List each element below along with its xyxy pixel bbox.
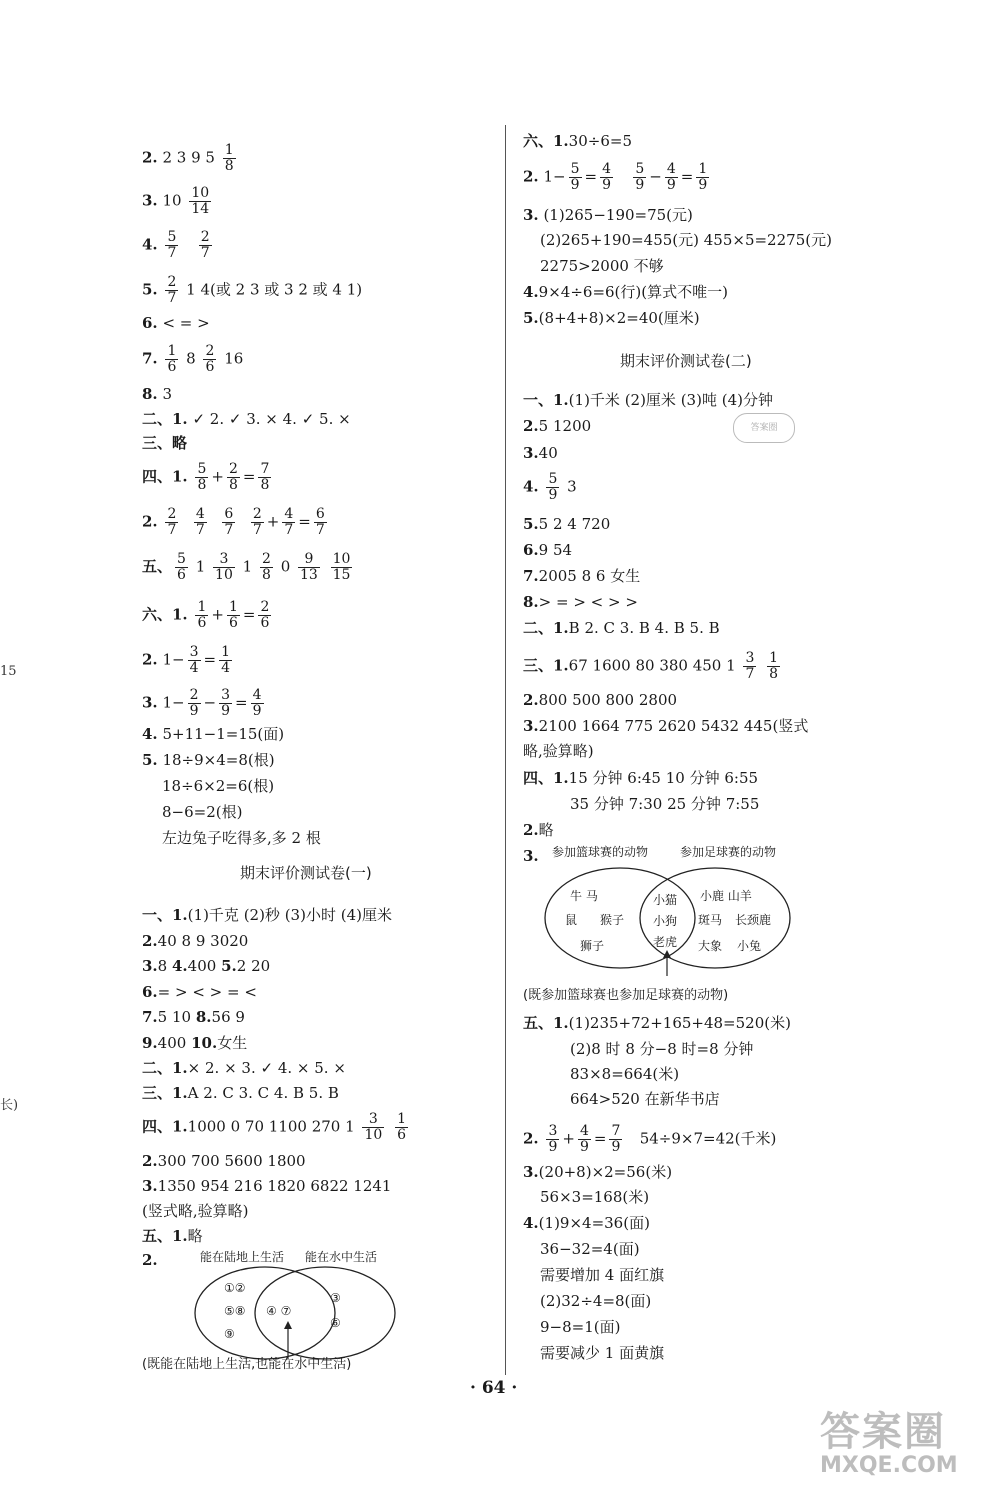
answer-line: 6.= > < > = < — [142, 983, 257, 1001]
venn-item: 鼠 — [565, 913, 578, 927]
answer-line: 一、1.(1)千克 (2)秒 (3)小时 (4)厘米 — [142, 906, 392, 924]
answer-line: 五、1.(1)235+72+165+48=520(米) — [523, 1014, 791, 1032]
section-title: 期末评价测试卷(二) — [620, 352, 752, 370]
venn-arrowhead — [663, 950, 671, 958]
answer-line: 5.(8+4+8)×2=40(厘米) — [523, 309, 700, 327]
answer-line: (2)32÷4=8(面) — [540, 1292, 652, 1310]
answer-line: 8. 3 — [142, 385, 172, 403]
stamp-watermark: 答案圈 — [733, 413, 795, 443]
answer-line: 35 分钟 7:30 25 分钟 7:55 — [570, 795, 760, 813]
answer-line: 2. $\frac{3}{9}$ + $\frac{4}{9}$ = $\frac{7}{9}$ 54÷9×7=42(千米) — [523, 1123, 777, 1155]
answer-line: 7.5 10 8.56 9 — [142, 1008, 245, 1026]
answer-line: 9.400 10.女生 — [142, 1034, 248, 1052]
answer-line: 2. $\frac{2}{7}$ $\frac{4}{7}$ $\frac{6}{7}$ $\frac{2}{7}$ + $\frac{4}{7}$ = $\frac{6}{7}$ — [142, 506, 325, 538]
answer-line: 3. — [523, 847, 539, 865]
venn-item: ③ — [330, 1291, 341, 1305]
answer-line: 2.5 1200 — [523, 417, 592, 435]
answer-line: 三、1.A 2. C 3. C 4. B 5. B — [142, 1084, 339, 1102]
venn-item: 斑马 — [698, 913, 723, 927]
answer-line: 5. 18÷9×4=8(根) — [142, 751, 275, 769]
answer-line: 2275>2000 不够 — [540, 257, 664, 275]
venn-item: 小兔 — [737, 939, 762, 953]
answer-line: 二、1. ✓ 2. ✓ 3. × 4. ✓ 5. × — [142, 410, 351, 428]
answer-line: 5. $\frac{2}{7}$ 1 4(或 2 3 或 3 2 或 4 1) — [142, 274, 363, 306]
answer-line: 8.> = > < > > — [523, 593, 638, 611]
venn-diagram-ball-games — [540, 842, 800, 982]
answer-line: 3.8 4.400 5.2 20 — [142, 957, 271, 975]
venn-item: 长颈鹿 — [735, 913, 772, 927]
answer-line: 五、 $\frac{5}{6}$ 1 $\frac{3}{10}$ 1 $\frac{2}{8}$ 0 $\frac{9}{13}$ $\frac{10}{15}$ — [142, 551, 351, 583]
answer-line: 83×8=664(米) — [570, 1065, 680, 1083]
venn-item: ④ ⑦ — [266, 1304, 292, 1318]
answer-line: 2.300 700 5600 1800 — [142, 1152, 306, 1170]
answer-line: 4. $\frac{5}{7}$ $\frac{2}{7}$ — [142, 229, 210, 261]
margin-number: 15 — [0, 664, 17, 679]
answer-line: 四、1. $\frac{5}{8}$ + $\frac{2}{8}$ = $\frac{7}{8}$ — [142, 461, 270, 493]
venn-item: ⑤⑧ — [224, 1304, 246, 1318]
answer-line: 六、1.30÷6=5 — [523, 132, 632, 150]
answer-line: 9−8=1(面) — [540, 1318, 621, 1336]
answer-line: 4.(1)9×4=36(面) — [523, 1214, 650, 1232]
answer-line: 2.800 500 800 2800 — [523, 691, 678, 709]
answer-line: 3.1350 954 216 1820 6822 1241 — [142, 1177, 392, 1195]
answer-line: 3.(20+8)×2=56(米) — [523, 1163, 673, 1181]
answer-line: 5.5 2 4 720 — [523, 515, 611, 533]
venn-item: ⑨ — [224, 1327, 235, 1341]
venn-set-label: 参加篮球赛的动物 — [552, 845, 649, 859]
answer-line: 664>520 在新华书店 — [570, 1090, 720, 1108]
venn-item: 大象 — [698, 939, 723, 953]
answer-line: 6.9 54 — [523, 541, 573, 559]
answer-line: 2.40 8 9 3020 — [142, 932, 249, 950]
venn-item: 猴子 — [600, 913, 625, 927]
answer-line: 3. 10 $\frac{10}{14}$ — [142, 185, 210, 217]
answer-line: 36−32=4(面) — [540, 1240, 640, 1258]
answer-line: 4.9×4÷6=6(行)(算式不唯一) — [523, 283, 728, 301]
answer-line: 二、1.B 2. C 3. B 4. B 5. B — [523, 619, 720, 637]
site-watermark: 答案圈 MXQE.COM — [820, 1409, 958, 1478]
column-divider — [505, 125, 506, 1375]
answer-line: (竖式略,验算略) — [142, 1202, 249, 1220]
page-number: · 64 · — [470, 1378, 518, 1398]
answer-line: 四、1.15 分钟 6:45 10 分钟 6:55 — [523, 769, 759, 787]
answer-line: 六、1. $\frac{1}{6}$ + $\frac{1}{6}$ = $\frac{2}{6}$ — [142, 599, 270, 631]
answer-line: 7. $\frac{1}{6}$ 8 $\frac{2}{6}$ 16 — [142, 343, 244, 375]
venn-caption: (既能在陆地上生活,也能在水中生活) — [142, 1357, 352, 1372]
answer-line: 6. < = > — [142, 314, 210, 332]
answer-line: 2. 1− $\frac{3}{4}$ = $\frac{1}{4}$ — [142, 644, 230, 676]
answer-line: 2. — [142, 1251, 158, 1269]
answer-line: 4. $\frac{5}{9}$ 3 — [523, 471, 577, 503]
venn-arrowhead — [284, 1321, 292, 1329]
venn-item: 小鹿 山羊 — [700, 889, 752, 903]
answer-line: 4. 5+11−1=15(面) — [142, 725, 285, 743]
venn-item: 小猫 — [653, 893, 678, 907]
answer-line: 3. 1− $\frac{2}{9}$ − $\frac{3}{9}$ = $\frac{4}{9}$ — [142, 687, 262, 719]
answer-line: 18÷6×2=6(根) — [162, 777, 275, 795]
answer-line: 2. 2 3 9 5 $\frac{1}{8}$ — [142, 142, 234, 174]
answer-line: 一、1.(1)千米 (2)厘米 (3)吨 (4)分钟 — [523, 391, 773, 409]
answer-line: 8−6=2(根) — [162, 803, 243, 821]
venn-item: 小狗 — [653, 914, 678, 928]
answer-line: 需要减少 1 面黄旗 — [540, 1344, 665, 1362]
venn-circle-land — [195, 1267, 335, 1359]
answer-line: 略,验算略) — [523, 742, 594, 760]
answer-line: 三、1.67 1600 80 380 450 1 $\frac{3}{7}$ $\frac{1}{8}$ — [523, 650, 779, 682]
venn-item: ⑥ — [330, 1316, 341, 1330]
answer-line: 2.略 — [523, 821, 554, 839]
venn-item: 牛 马 — [570, 889, 598, 903]
section-title: 期末评价测试卷(一) — [240, 864, 372, 882]
answer-line: 3.2100 1664 775 2620 5432 445(竖式 — [523, 717, 809, 735]
answer-line: 左边兔子吃得多,多 2 根 — [162, 829, 321, 847]
venn-item: 狮子 — [580, 939, 605, 953]
venn-item: 老虎 — [653, 935, 678, 949]
answer-line: 56×3=168(米) — [540, 1188, 650, 1206]
answer-line: 五、1.略 — [142, 1227, 203, 1245]
answer-line: 3. (1)265−190=75(元) — [523, 206, 693, 224]
answer-line: 7.2005 8 6 女生 — [523, 567, 641, 585]
answer-line: 四、1.1000 0 70 1100 270 1 $\frac{3}{10}$ $\frac{1}{6}$ — [142, 1111, 406, 1143]
margin-fragment: 长) — [0, 1098, 19, 1113]
venn-caption: (既参加篮球赛也参加足球赛的动物) — [523, 988, 729, 1003]
venn-set-label: 能在水中生活 — [305, 1250, 378, 1264]
venn-item: ①② — [224, 1281, 246, 1295]
answer-line: 二、1.× 2. × 3. ✓ 4. × 5. × — [142, 1059, 346, 1077]
answer-line: 三、略 — [142, 434, 188, 452]
answer-line: 2. 1− $\frac{5}{9}$ = $\frac{4}{9}$ $\frac{5}{9}$ − $\frac{4}{9}$ = $\frac{1}{9}$ — [523, 161, 708, 193]
answer-line: (2)8 时 8 分−8 时=8 分钟 — [570, 1040, 754, 1058]
venn-set-label: 参加足球赛的动物 — [680, 845, 777, 859]
answer-line: 3.40 — [523, 444, 558, 462]
answer-line: 需要增加 4 面红旗 — [540, 1266, 665, 1284]
venn-set-label: 能在陆地上生活 — [200, 1250, 285, 1264]
answer-line: (2)265+190=455(元) 455×5=2275(元) — [540, 231, 832, 249]
